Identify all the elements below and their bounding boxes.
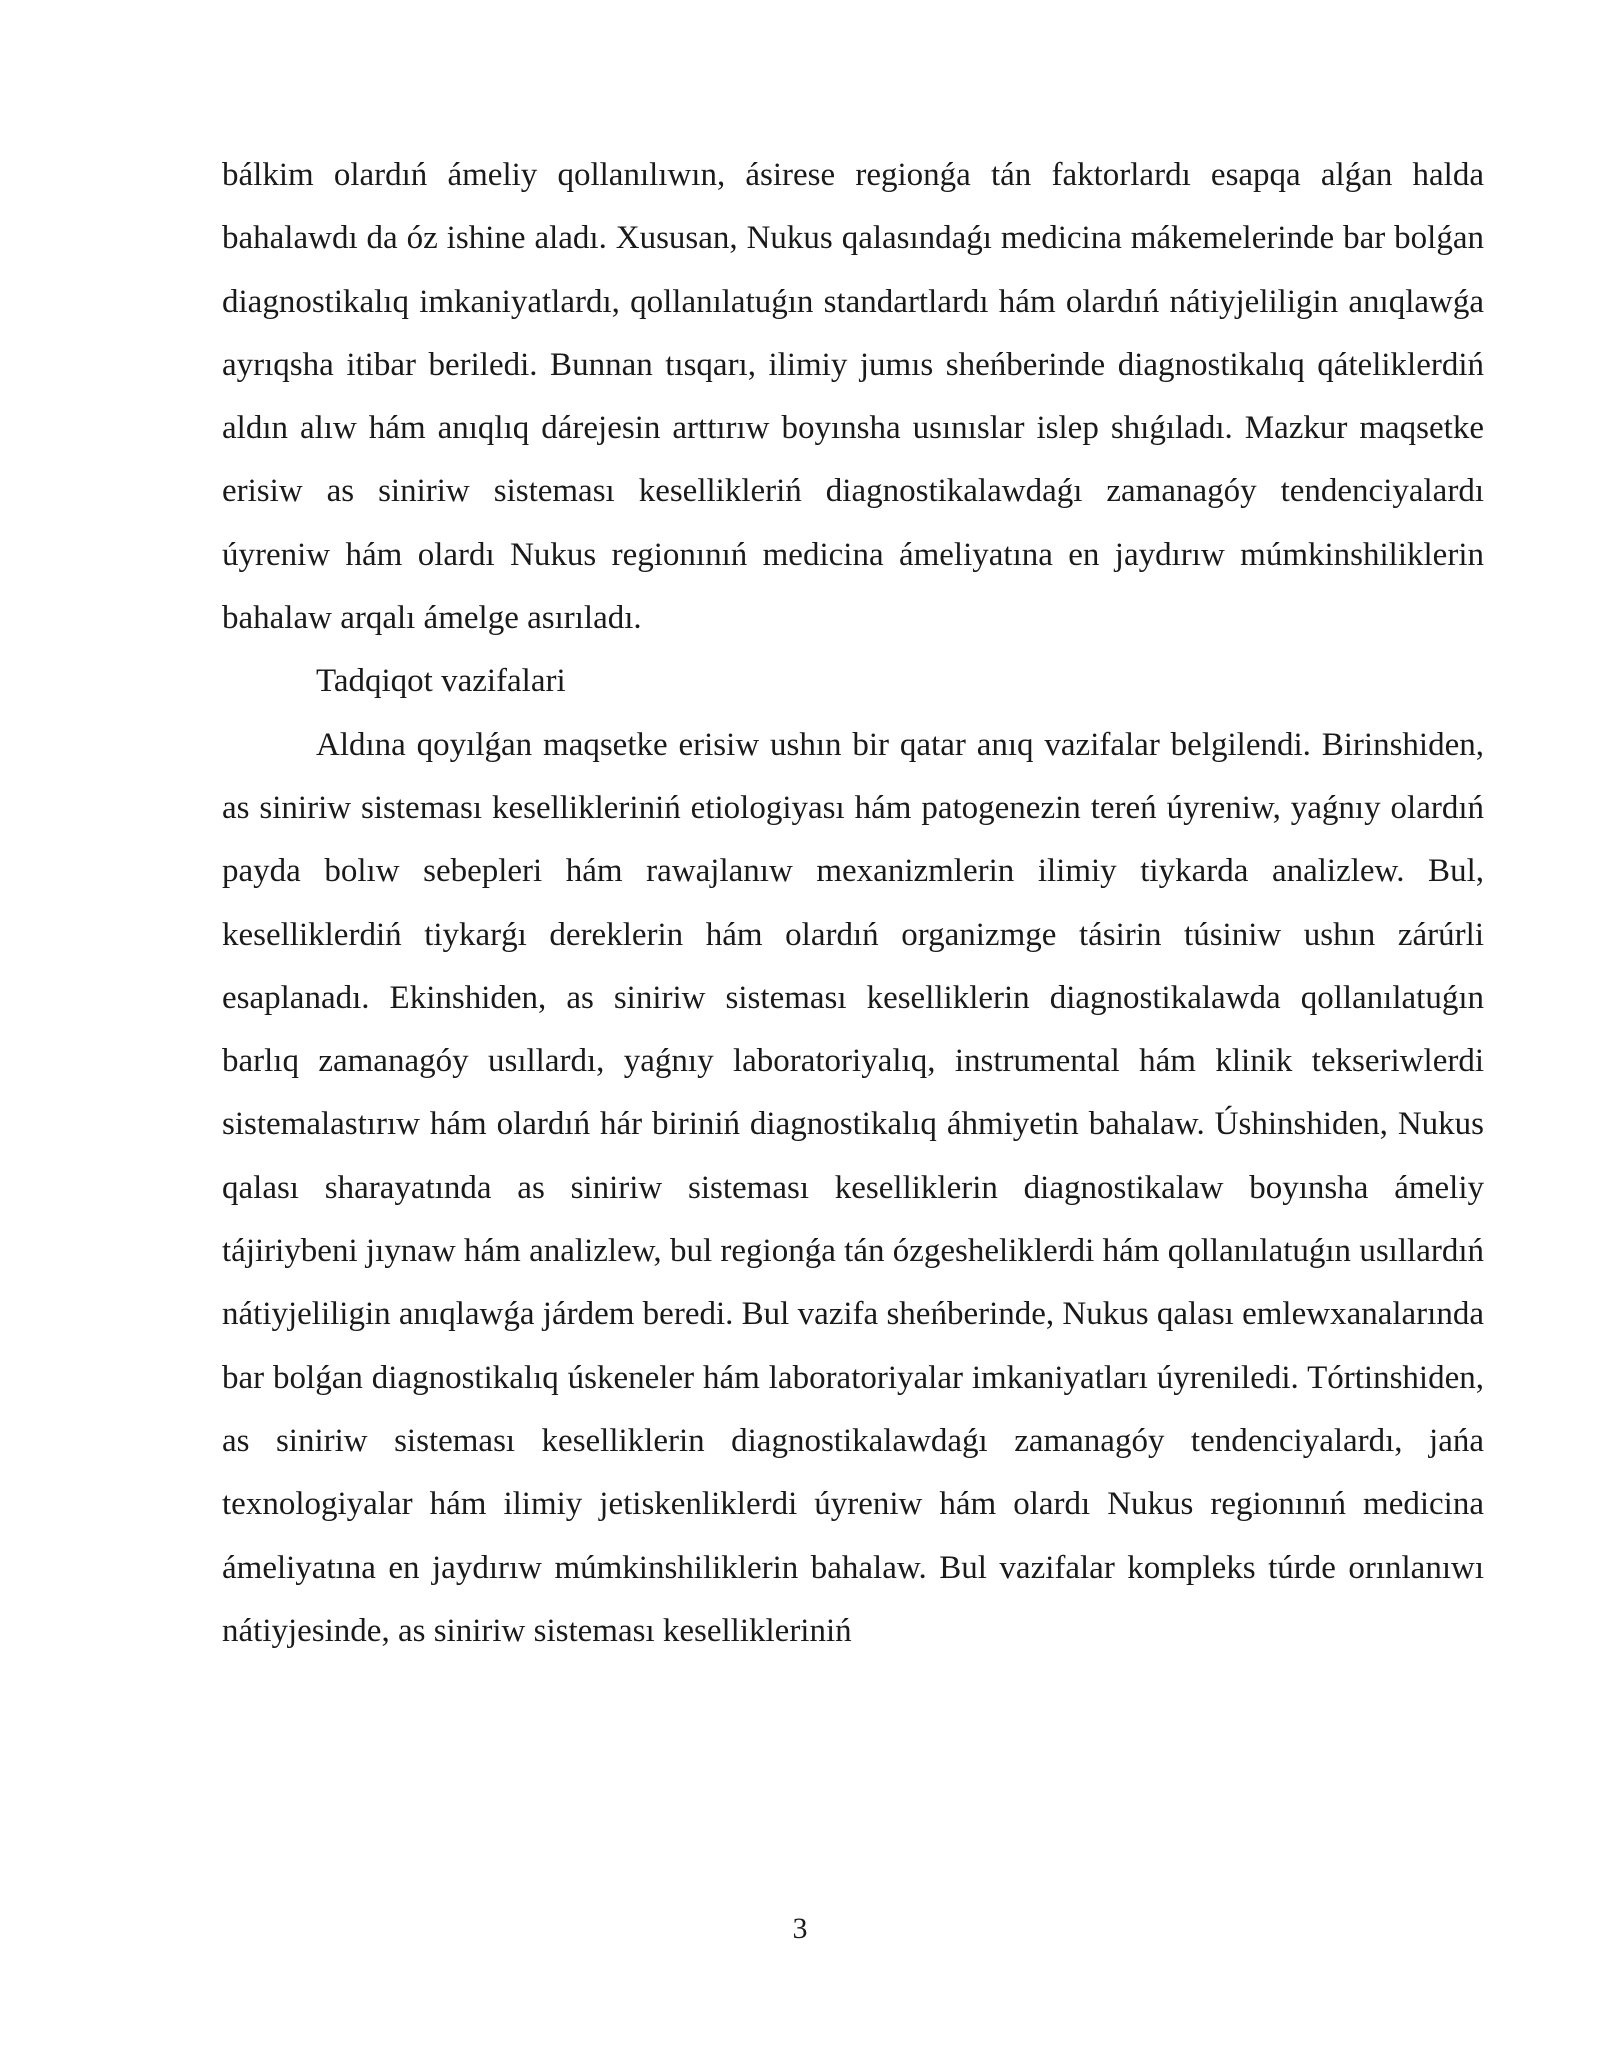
- paragraph-continuation: bálkim olardıń ámeliy qollanılıwın, ásirese regionǵa tán faktorlardı esapqa alǵan halda bahalawdı da óz ishine aladı. Xususan, Nukus qalasındaǵı medicina mákemelerinde bar bolǵan diagnostikalıq imkaniyatlardı, qollanılatuǵın standartlardı hám olardıń nátiyjeliligin anıqlawǵa ayrıqsha itibar beriledi. Bunnan tısqarı, ilimiy jumıs sheńberinde diagnostikalıq qáteliklerdiń aldın alıw hám anıqlıq dárejesin arttırıw boyınsha usınıslar islep shıǵıladı. Mazkur maqsetke erisiw as siniriw sisteması kesellikleriń diagnostikalawdaǵı zamanagóy tendenciyalardı úyreniw hám olardı Nukus regionınıń medicina ámeliyatına en jaydırıw múmkinshiliklerin bahalaw arqalı ámelge asırıladı.: [222, 157, 1484, 637]
- paragraph-tasks: Aldına qoyılǵan maqsetke erisiw ushın bir qatar anıq vazifalar belgilendi. Birinshiden, as siniriw sisteması kesellikleriniń etiologiyası hám patogenezin tereń úyreniw, yaǵnıy olardıń payda bolıw sebepleri hám rawajlanıw mexanizmlerin ilimiy tiykarda analizlew. Bul, keselliklerdiń tiykarǵı dereklerin hám olardıń organizmge tásirin túsiniw ushın zárúrli esaplanadı. Ekinshiden, as siniriw sisteması keselliklerin diagnostikalawda qollanılatuǵın barlıq zamanagóy usıllardı, yaǵnıy laboratoriyalıq, instrumental hám klinik tekseriwlerdi sistemalastırıw hám olardıń hár biriniń diagnostikalıq áhmiyetin bahalaw. Úshinshiden, Nukus qalası sharayatında as siniriw sisteması keselliklerin diagnostikalaw boyınsha ámeliy tájiriybeni jıynaw hám analizlew, bul regionǵa tán ózgesheliklerdi hám qollanılatuǵın usıllardıń nátiyjeliligin anıqlawǵa járdem beredi. Bul vazifa sheńberinde, Nukus qalası emlewxanalarında bar bolǵan diagnostikalıq úskeneler hám laboratoriyalar imkaniyatları úyreniledi. Tórtinshiden, as siniriw sisteması keselliklerin diagnostikalawdaǵı zamanagóy tendenciyalardı, jańa texnologiyalar hám ilimiy jetiskenliklerdi úyreniw hám olardı Nukus regionınıń medicina ámeliyatına en jaydırıw múmkinshiliklerin bahalaw. Bul vazifalar kompleks túrde orınlanıwı nátiyjesinde, as siniriw sisteması kesellikleriniń: [222, 726, 1484, 1649]
- body-text: [222, 144, 1484, 1663]
- page-number: 3: [792, 1912, 808, 1945]
- section-heading: Tadqiqot vazifalari: [316, 663, 566, 700]
